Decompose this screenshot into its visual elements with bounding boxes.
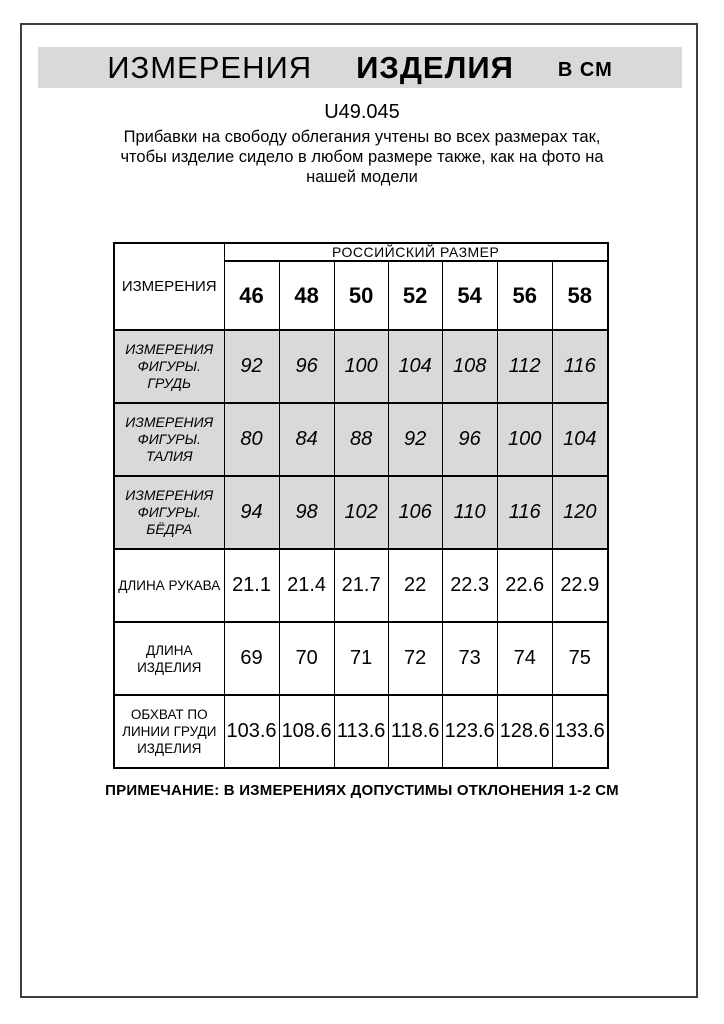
- cell-value: 106: [388, 476, 442, 549]
- cell-value: 88: [334, 403, 388, 476]
- cell-value: 104: [388, 330, 442, 403]
- fit-description-line: нашей модели: [306, 168, 418, 186]
- size-col-58: 58: [552, 261, 608, 330]
- table-row-chest-girth-item: [114, 695, 608, 768]
- cell-value: 92: [224, 330, 279, 403]
- cell-value: 112: [497, 330, 552, 403]
- cell-value: 108: [442, 330, 497, 403]
- cell-value: 22.6: [497, 549, 552, 622]
- cell-value: 110: [442, 476, 497, 549]
- cell-value: 96: [279, 330, 334, 403]
- cell-value: 80: [224, 403, 279, 476]
- fit-description: [0, 127, 724, 187]
- cell-value: 104: [552, 403, 608, 476]
- size-group-label: РОССИЙСКИЙ РАЗМЕР: [224, 243, 608, 261]
- cell-value: 103.6: [224, 695, 279, 768]
- size-col-56: 56: [497, 261, 552, 330]
- tolerance-note: ПРИМЕЧАНИЕ: В ИЗМЕРЕНИЯХ ДОПУСТИМЫ ОТКЛОНЕНИЯ 1-2 СМ: [105, 782, 619, 799]
- size-col-52: 52: [388, 261, 442, 330]
- cell-value: 113.6: [334, 695, 388, 768]
- cell-value: 100: [497, 403, 552, 476]
- cell-value: 123.6: [442, 695, 497, 768]
- cell-value: 116: [497, 476, 552, 549]
- cell-value: 72: [388, 622, 442, 695]
- title-unit: В СМ: [557, 58, 613, 81]
- cell-value: 21.7: [334, 549, 388, 622]
- row-label: ОБХВАТ ПО ЛИНИИ ГРУДИ ИЗДЕЛИЯ: [114, 695, 224, 768]
- row-label: ИЗМЕРЕНИЯ ФИГУРЫ. БЁДРА: [114, 476, 224, 549]
- fit-description-line: Прибавки на свободу облегания учтены во всех размерах так,: [123, 128, 601, 146]
- table-row-item-length: [114, 622, 608, 695]
- cell-value: 75: [552, 622, 608, 695]
- cell-value: 94: [224, 476, 279, 549]
- cell-value: 98: [279, 476, 334, 549]
- article-code: U49.045: [324, 101, 400, 123]
- table-row-figure-chest: [114, 330, 608, 403]
- size-col-50: 50: [334, 261, 388, 330]
- cell-value: 21.4: [279, 549, 334, 622]
- size-table: [113, 242, 609, 769]
- cell-value: 84: [279, 403, 334, 476]
- table-row-sleeve-length: [114, 549, 608, 622]
- cell-value: 116: [552, 330, 608, 403]
- table-row-figure-waist: [114, 403, 608, 476]
- cell-value: 120: [552, 476, 608, 549]
- cell-value: 71: [334, 622, 388, 695]
- row-label: ИЗМЕРЕНИЯ ФИГУРЫ. ТАЛИЯ: [114, 403, 224, 476]
- table-corner-label: ИЗМЕРЕНИЯ: [114, 243, 224, 330]
- size-col-48: 48: [279, 261, 334, 330]
- cell-value: 100: [334, 330, 388, 403]
- cell-value: 118.6: [388, 695, 442, 768]
- size-col-54: 54: [442, 261, 497, 330]
- cell-value: 128.6: [497, 695, 552, 768]
- cell-value: 92: [388, 403, 442, 476]
- cell-value: 22: [388, 549, 442, 622]
- cell-value: 73: [442, 622, 497, 695]
- cell-value: 69: [224, 622, 279, 695]
- table-header-group-row: [114, 243, 608, 261]
- cell-value: 108.6: [279, 695, 334, 768]
- cell-value: 21.1: [224, 549, 279, 622]
- row-label: ДЛИНА РУКАВА: [114, 549, 224, 622]
- row-label: ИЗМЕРЕНИЯ ФИГУРЫ. ГРУДЬ: [114, 330, 224, 403]
- cell-value: 133.6: [552, 695, 608, 768]
- size-col-46: 46: [224, 261, 279, 330]
- table-row-figure-hips: [114, 476, 608, 549]
- row-label: ДЛИНА ИЗДЕЛИЯ: [114, 622, 224, 695]
- title-band: [38, 47, 682, 88]
- title-word-measurements: ИЗМЕРЕНИЯ: [107, 50, 313, 85]
- cell-value: 102: [334, 476, 388, 549]
- fit-description-line: чтобы изделие сидело в любом размере также, как на фото на: [120, 148, 604, 166]
- title-word-product: ИЗДЕЛИЯ: [356, 50, 514, 85]
- cell-value: 74: [497, 622, 552, 695]
- cell-value: 22.9: [552, 549, 608, 622]
- cell-value: 70: [279, 622, 334, 695]
- cell-value: 96: [442, 403, 497, 476]
- cell-value: 22.3: [442, 549, 497, 622]
